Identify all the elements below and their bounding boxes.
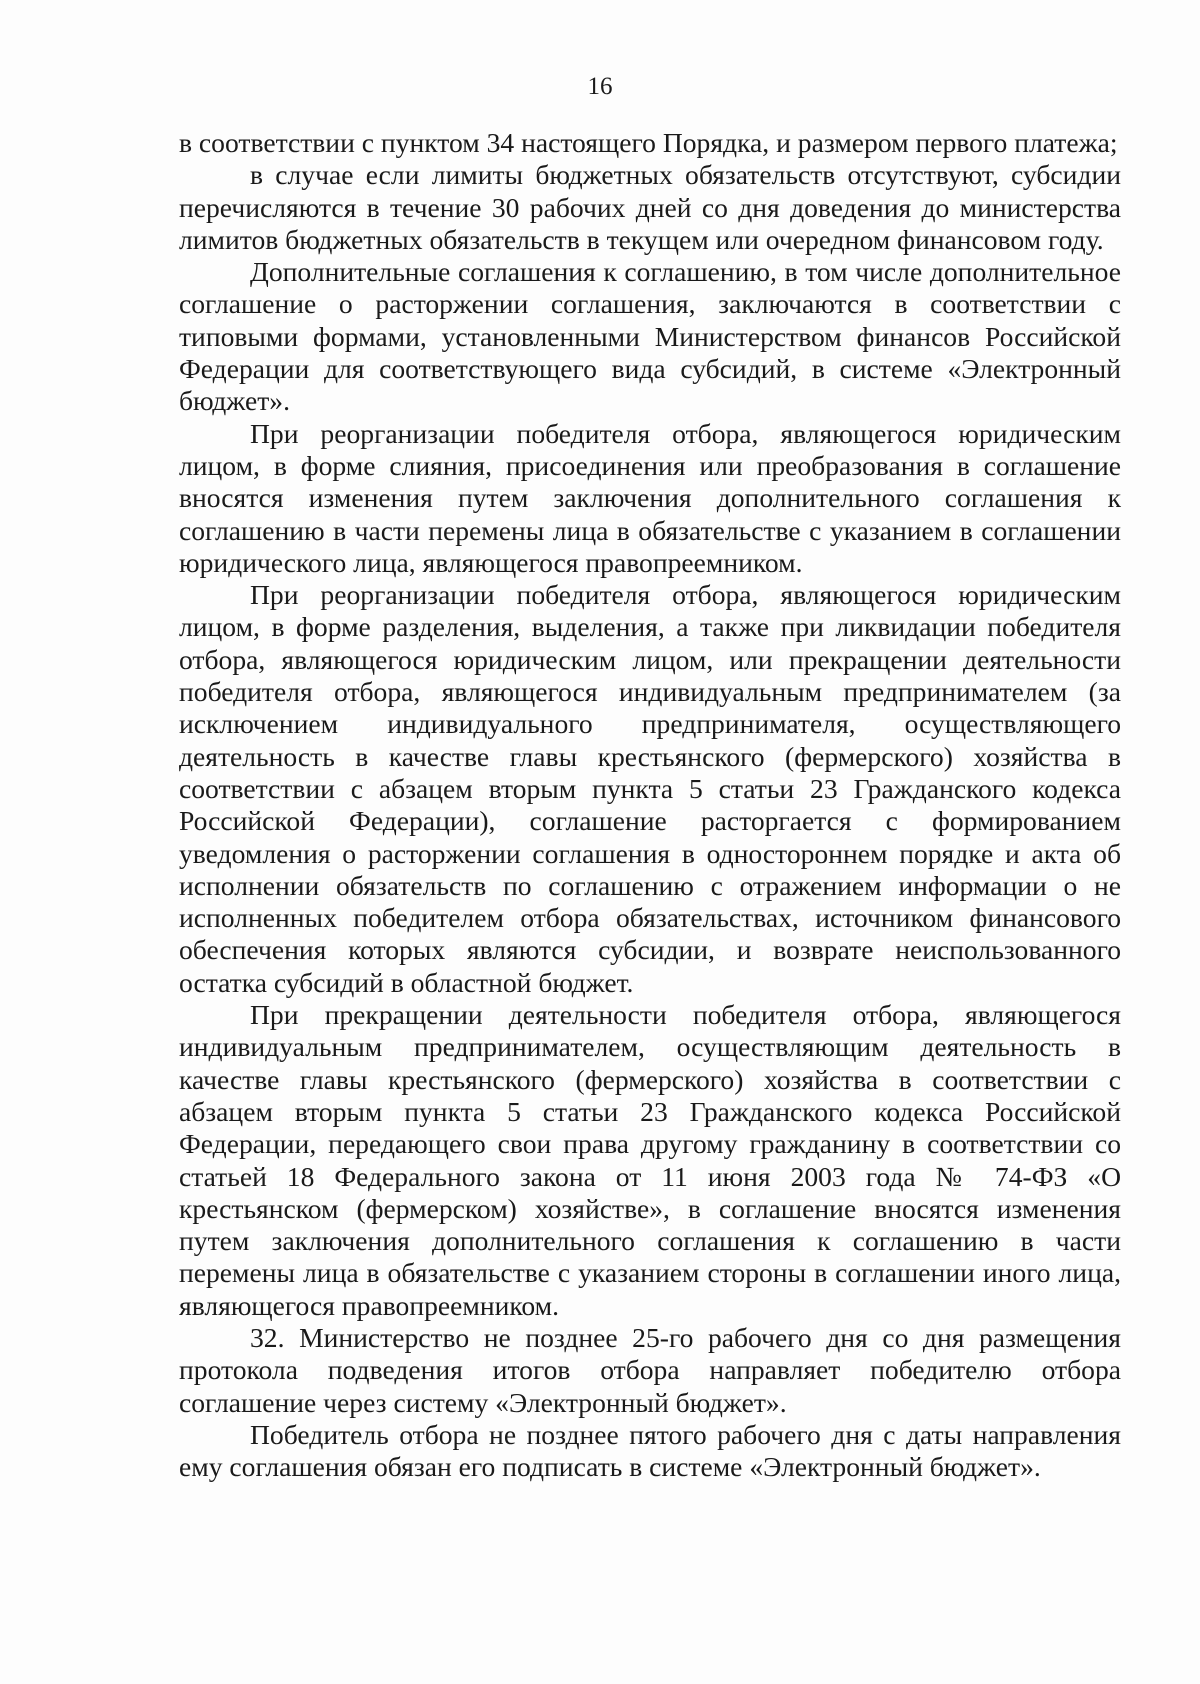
paragraph-additional-agreements: Дополнительные соглашения к соглашению, в том числе дополнительное соглашение о расторжении соглашения, заключаются в соответствии с типовыми формами, установленными Министерством финансов Российской Федерации для соответствующего вида субсидий, в системе «Электронный бюджет». xyxy=(179,256,1121,417)
paragraph-signing-deadline: Победитель отбора не позднее пятого рабочего дня с даты направления ему соглашения обязан его подписать в системе «Электронный бюджет». xyxy=(179,1418,1121,1483)
paragraph-budget-limits: в случае если лимиты бюджетных обязательств отсутствуют, субсидии перечисляются в течение 30 рабочих дней со дня доведения до министерства лимитов бюджетных обязательств в текущем или очередном финансовом году. xyxy=(179,159,1121,255)
page-number: 16 xyxy=(587,73,613,100)
paragraph-termination-farmer: При прекращении деятельности победителя отбора, являющегося индивидуальным предпринимателем, осуществляющим деятельность в качестве главы крестьянского (фермерского) хозяйства в соответствии с абзацем вторым пункта 5 статьи 23 Гражданского кодекса Российской Федерации, передающего свои права другому гражданину в соответствии со статьей 18 Федерального закона от 11 июня 2003 года № 74-ФЗ «О крестьянском (фермерском) хозяйстве», в соглашение вносятся изменения путем заключения дополнительного соглашения к соглашению в части перемены лица в обязательстве с указанием стороны в соглашении иного лица, являющегося правопреемником. xyxy=(179,999,1121,1321)
document-body xyxy=(179,127,1121,1483)
paragraph-clause-32: 32. Министерство не позднее 25-го рабочего дня со дня размещения протокола подведения итогов отбора направляет победителю отбора соглашение через систему «Электронный бюджет». xyxy=(179,1321,1121,1418)
paragraph-reorganization-division: При реорганизации победителя отбора, являющегося юридическим лицом, в форме разделения, выделения, а также при ликвидации победителя отбора, являющегося юридическим лицом, или прекращении деятельности победителя отбора, являющегося индивидуальным предпринимателем (за исключением индивидуального предпринимателя, осуществляющего деятельность в качестве главы крестьянского (фермерского) хозяйства в соответствии с абзацем вторым пункта 5 статьи 23 Гражданского кодекса Российской Федерации), соглашение расторгается с формированием уведомления о расторжении соглашения в одностороннем порядке и акта об исполнении обязательств по соглашению с отражением информации о не исполненных победителем отбора обязательствах, источником финансового обеспечения которых являются субсидии, и возврате неиспользованного остатка субсидий в областной бюджет. xyxy=(179,579,1121,998)
paragraph-continuation: в соответствии с пунктом 34 настоящего Порядка, и размером первого платежа; xyxy=(179,127,1118,158)
paragraph-reorganization-merger: При реорганизации победителя отбора, являющегося юридическим лицом, в форме слияния, присоединения или преобразования в соглашение вносятся изменения путем заключения дополнительного соглашения к соглашению в части перемены лица в обязательстве с указанием в соглашении юридического лица, являющегося правопреемником. xyxy=(179,417,1121,578)
